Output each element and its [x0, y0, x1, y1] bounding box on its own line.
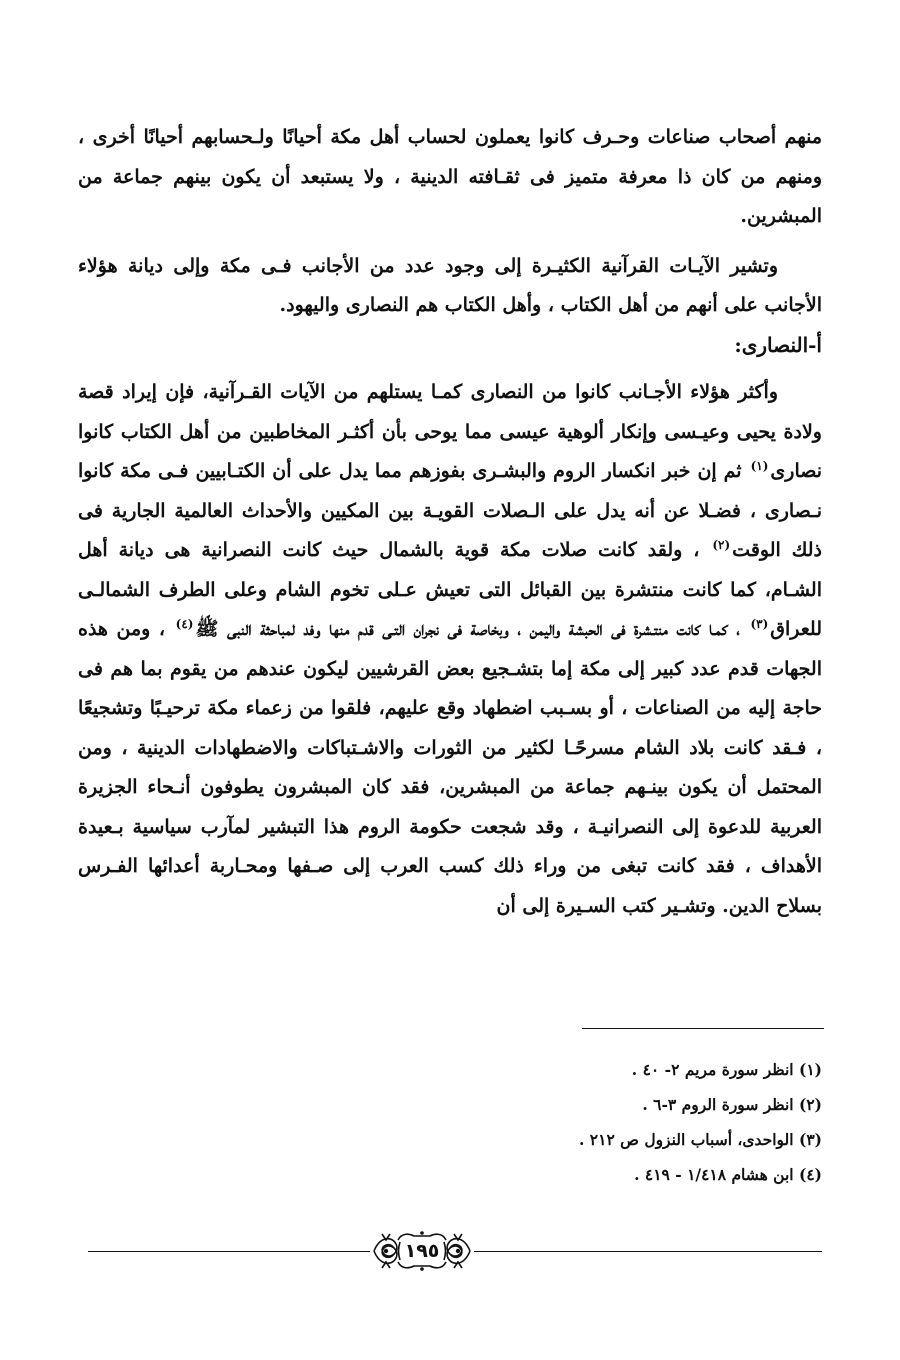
footnote-1: (١) انظر سورة مريم ٢- ٤٠ .: [631, 1060, 822, 1079]
footnote-ref-1[interactable]: (١): [750, 458, 769, 473]
footnote-2: (٢) انظر سورة الروم ٣-٦ .: [642, 1095, 822, 1114]
bottom-rule-right: [474, 1251, 822, 1252]
bottom-rule-left: [88, 1251, 370, 1252]
paragraph-3-part-d: ، كمـا كانت منتـشرة فى الحبشة واليمن ، وبخاصة فى نجران التـى قدم منها وفد لمباحثة النبى ﷺ: [195, 618, 740, 640]
section-heading-christians: أ-النصارى:: [734, 332, 822, 357]
main-text: [78, 118, 822, 926]
paragraph-3-part-c: ، ولقد كانت صلات مكة قوية بالشمال حيث كانت النصرانية هى ديانة أهل الشـام، كما كانت منتشرة بين القبائل التى تعيش عـلى تخوم الشام وعلى الطرف الشمالـى للعراق: [78, 539, 823, 640]
page-number: ١٩٥: [404, 1240, 440, 1262]
paragraph-2: وتشير الآيـات القرآنية الكثيـرة إلى وجود عدد من الأجانب فـى مكة وإلى ديانة هؤلاء الأجانب على أنهم من أهل الكتاب ، وأهل الكتاب هم النصارى واليهود.: [78, 254, 822, 316]
footnote-ref-3[interactable]: (٣): [750, 616, 769, 631]
paragraph-3: [78, 373, 822, 926]
paragraph-3-part-b: ثم إن خبر انكسار الروم والبشـرى بفوزهم مما يدل على أن الكتـابيين فـى مكة كانوا نـصارى ، فضـلا عن أنه يدل على الـصلات القويـة بين المكيين والأحداث العالمية الجارية فى ذلك الوقت: [78, 460, 822, 561]
footnotes: [78, 1052, 822, 1192]
paragraph-3-part-a: وأكثر هؤلاء الأجـانب كانوا من النصارى كمـا يستلهم من الآيات القـرآنية، فإن إيراد قصة ولادة يحيى وعيـسى وإنكار ألوهية عيسى مما يوحى بأن أكثـر المخاطبين من أهل الكتاب كانوا نصارى: [78, 381, 822, 482]
footnote-separator: [582, 1028, 824, 1029]
footnote-ref-2[interactable]: (٢): [712, 537, 731, 552]
footnote-4: (٤) ابن هشام ١/٤١٨ - ٤١٩ .: [634, 1165, 822, 1184]
footnote-3: (٣) الواحدى، أسباب النزول ص ٢١٢ .: [579, 1130, 822, 1149]
paragraph-3-part-e: ، ومن هذه الجهات قدم عدد كبير إلى مكة إما بتشـجيع بعض القرشيين ليكون عندهم من يقوم بما هم فى حاجة إليه من الصناعات ، أو بسـبب اضطهاد وقع عليهم، فلقوا من زعماء مكة ترحيـبًا وتشجيعًا ، فـقد كانت بلاد الشام مسرحًـا لكثير من الثورات والاشـتباكات والاضطهادات الدينية ، ومن المحتمل أن يكون بينـهم جماعة من المبشرين، فقد كان المبشرون يطوفون أنـحاء الجزيرة العربية للدعوة إلى النصرانيـة ، وقد شجعت حكومة الروم هذا التبشير لمآرب سياسية بـعيدة الأهداف ، فقد كانت تبغى من وراء ذلك كسب العرب إلى صـفها ومحـاربة أعدائها الفـرس بسلاح الدين. وتشـير كتب السـيرة إلى أن: [78, 618, 822, 917]
footnote-ref-4[interactable]: (٤): [175, 616, 194, 631]
paragraph-1: منهم أصحاب صناعات وحـرف كانوا يعملون لحساب أهل مكة أحيانًا ولـحسابهم أحيانًا أخرى ، ومنهم من كان ذا معرفة متميز فى ثقـافته الدينية ، ولا يستبعد أن يكون بينهم جماعة من المبشرين.: [78, 126, 822, 227]
